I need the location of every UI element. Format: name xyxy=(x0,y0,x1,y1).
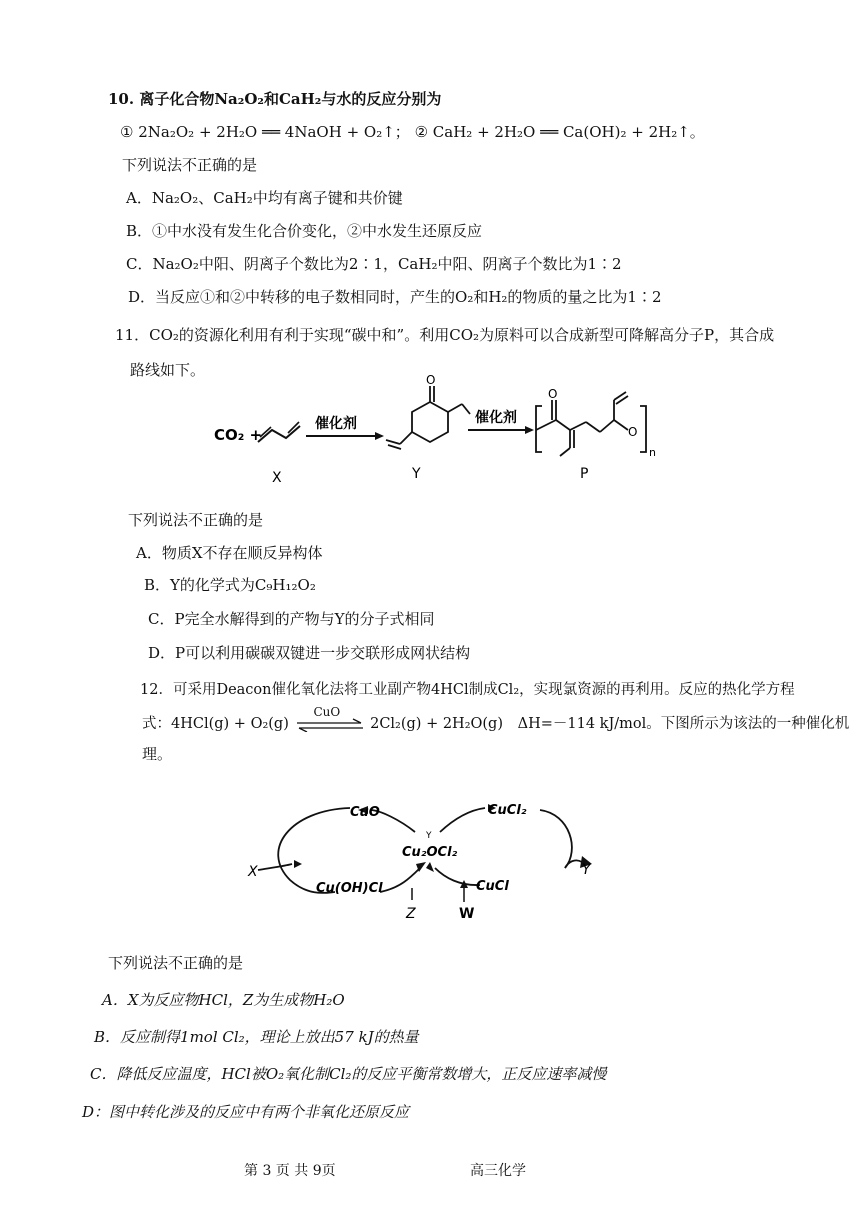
cycle-z: Z xyxy=(406,906,416,922)
cycle-cuo: CuO xyxy=(350,805,380,820)
svg-text:O: O xyxy=(628,425,638,439)
q10-stem-text: 离子化合物Na₂O₂和CaH₂与水的反应分别为 xyxy=(139,90,442,108)
label-p: P xyxy=(580,466,589,482)
cycle-x: X xyxy=(248,864,258,880)
q12-option-c: C．降低反应温度，HCl被O₂氧化制Cl₂的反应平衡常数增大，正反应速率减慢 xyxy=(90,1065,607,1083)
q12-eq-products: 2Cl₂(g) + 2H₂O(g) xyxy=(370,716,503,732)
molecule-p xyxy=(536,392,646,456)
q12-stem-line3: 理。 xyxy=(142,745,173,763)
q11-ask: 下列说法不正确的是 xyxy=(128,511,264,529)
footer-page-number: 第 3 页 共 9页 xyxy=(244,1163,336,1179)
q12-option-d: D：图中转化涉及的反应中有两个非氧化还原反应 xyxy=(82,1103,410,1121)
scheme-catalyst1: 催化剂 xyxy=(315,416,357,432)
q10-number: 10. xyxy=(108,90,135,108)
label-y: Y xyxy=(412,466,421,482)
svg-text:.: . xyxy=(406,403,410,417)
q11-option-a: A．物质X不存在顺反异构体 xyxy=(136,544,323,562)
q12-eq-catalyst: CuO xyxy=(313,705,341,719)
cycle-right-loop xyxy=(440,808,485,832)
svg-text:O: O xyxy=(426,373,436,387)
scheme-subscript-n: n xyxy=(649,446,656,459)
q10-option-d: D．当反应①和②中转移的电子数相同时，产生的O₂和H₂的物质的量之比为1∶2 xyxy=(128,288,662,306)
q10-option-c: C．Na₂O₂中阳、阴离子个数比为2∶1，CaH₂中阳、阴离子个数比为1∶2 xyxy=(126,255,622,273)
molecule-y xyxy=(386,386,470,449)
cycle-y: Y xyxy=(582,862,591,878)
q12-eq-prefix: 式：4HCl(g) + O₂(g) xyxy=(142,716,289,732)
scheme-reactant: CO₂ + xyxy=(214,426,263,444)
q10-reaction1-label: ① xyxy=(120,123,134,141)
q11-stem-line1: 11．CO₂的资源化利用有利于实现“碳中和”。利用CO₂为原料可以合成新型可降解高分子P，其合成 xyxy=(115,326,775,344)
cycle-cucl2: CuCl₂ xyxy=(488,803,527,818)
q12-eq-enthalpy: ΔH=－114 kJ/mol。下图所示为该法的一种催化机 xyxy=(517,716,850,732)
footer-subject: 高三化学 xyxy=(470,1163,526,1179)
cycle-cucl: CuCl xyxy=(476,879,509,894)
q12-catalytic-cycle xyxy=(230,780,630,940)
q12-option-a: A．X为反应物HCl，Z为生成物H₂O xyxy=(102,991,345,1009)
q11-option-d: D．P可以利用碳碳双键进一步交联形成网状结构 xyxy=(148,644,471,662)
cycle-w: W xyxy=(459,906,475,922)
cycle-small-y: Y xyxy=(426,831,432,841)
q12-option-b: B．反应制得1mol Cl₂，理论上放出57 kJ的热量 xyxy=(94,1028,419,1046)
svg-text:O: O xyxy=(548,387,558,401)
q12-ask: 下列说法不正确的是 xyxy=(108,954,244,972)
q10-reaction2: CaH₂ + 2H₂O ══ Ca(OH)₂ + 2H₂↑。 xyxy=(432,123,705,141)
q10-reactions xyxy=(120,122,705,142)
cycle-center: Cu₂OCl₂ xyxy=(402,845,458,860)
q10-stem xyxy=(108,89,441,109)
label-x: X xyxy=(272,470,282,486)
q11-option-b: B．Y的化学式为C₉H₁₂O₂ xyxy=(144,576,316,594)
q10-ask: 下列说法不正确的是 xyxy=(122,156,258,174)
q10-reaction2-label: ② xyxy=(414,123,429,141)
q12-equation-line xyxy=(142,705,850,734)
q11-synthesis-scheme xyxy=(200,370,680,500)
scheme-catalyst2: 催化剂 xyxy=(475,410,517,426)
q10-option-b: B．①中水没有发生化合价变化，②中水发生还原反应 xyxy=(126,222,483,240)
q12-eq-arrow xyxy=(293,705,365,734)
q10-reaction1: 2Na₂O₂ + 2H₂O ══ 4NaOH + O₂↑； xyxy=(138,123,410,141)
cycle-cuohcl: Cu(OH)Cl xyxy=(316,881,383,896)
q12-stem-line1: 12．可采用Deacon催化氧化法将工业副产物4HCl制成Cl₂，实现氯资源的再利用。反应的热化学方程 xyxy=(140,682,795,698)
q11-option-c: C．P完全水解得到的产物与Y的分子式相同 xyxy=(148,610,435,628)
q10-option-a: A．Na₂O₂、CaH₂中均有离子键和共价键 xyxy=(126,189,403,207)
q11-stem-line2: 路线如下。 xyxy=(130,361,206,379)
